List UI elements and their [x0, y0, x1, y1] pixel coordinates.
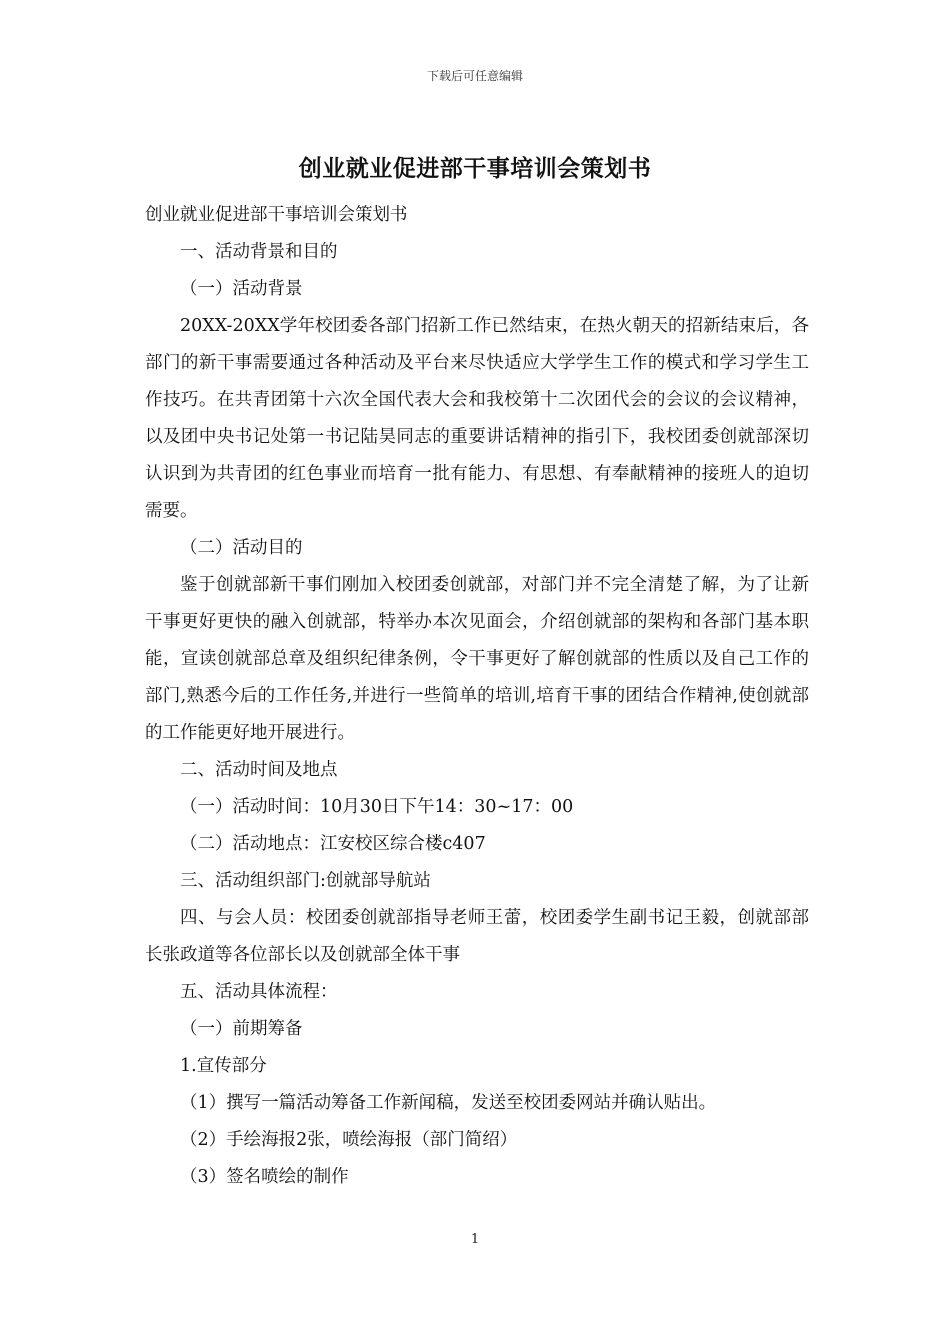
list-heading-publicity: 1.宣传部分: [180, 1056, 267, 1076]
paragraph-background: 20XX-20XX学年校团委各部门招新工作已然结束，在热火朝天的招新结束后，各部门的新干事需要通过各种活动及平台来尽快适应大学学生工作的模式和学习学生工作技巧。在共青团第十六次全国代表大会和我校第十二次团代会的会议的会议精神，以及团中央书记处第一书记陆昊同志的重要讲话精神的指引下，我校团委创就部深切认识到为共青团的红色事业而培育一批有能力、有思想、有奉献精神的接班人的迫切需要。: [145, 316, 809, 521]
section-heading-2: 二、活动时间及地点: [180, 760, 338, 780]
subsection-heading-background: （一）活动背景: [180, 279, 303, 299]
body-subtitle: 创业就业促进部干事培训会策划书: [145, 205, 408, 225]
document-title: 创业就业促进部干事培训会策划书: [298, 155, 652, 182]
section-heading-4: 四、与会人员：校团委创就部指导老师王蕾，校团委学生副书记王毅，创就部部长张政道等各位部长以及创就部全体干事: [145, 908, 809, 965]
list-item-signature: （3）签名喷绘的制作: [180, 1167, 349, 1187]
page-number: 1: [470, 1232, 480, 1247]
subsection-heading-purpose: （二）活动目的: [180, 538, 303, 558]
list-item-posters: （2）手绘海报2张，喷绘海报（部门简绍）: [180, 1130, 518, 1150]
section-heading-3: 三、活动组织部门:创就部导航站: [180, 871, 431, 891]
section-heading-1: 一、活动背景和目的: [180, 242, 338, 262]
activity-time: （一）活动时间：10月30日下午14：30~17：00: [180, 797, 574, 817]
document-body: [145, 197, 809, 1196]
subsection-heading-preparation: （一）前期筹备: [180, 1019, 303, 1039]
activity-location: （二）活动地点：江安校区综合楼c407: [180, 834, 486, 854]
list-item-news: （1）撰写一篇活动筹备工作新闻稿，发送至校团委网站并确认贴出。: [180, 1093, 717, 1113]
section-heading-5: 五、活动具体流程：: [180, 982, 338, 1002]
paragraph-purpose: 鉴于创就部新干事们刚加入校团委创就部，对部门并不完全清楚了解，为了让新干事更好更快的融入创就部，特举办本次见面会，介绍创就部的架构和各部门基本职能，宣读创就部总章及组织纪律条例，令干事更好了解创就部的性质以及自己工作的部门,熟悉今后的工作任务,并进行一些简单的培训,培育干事的团结合作精神,使创就部的工作能更好地开展进行。: [145, 575, 809, 743]
header-note: 下载后可任意编辑: [426, 69, 523, 83]
